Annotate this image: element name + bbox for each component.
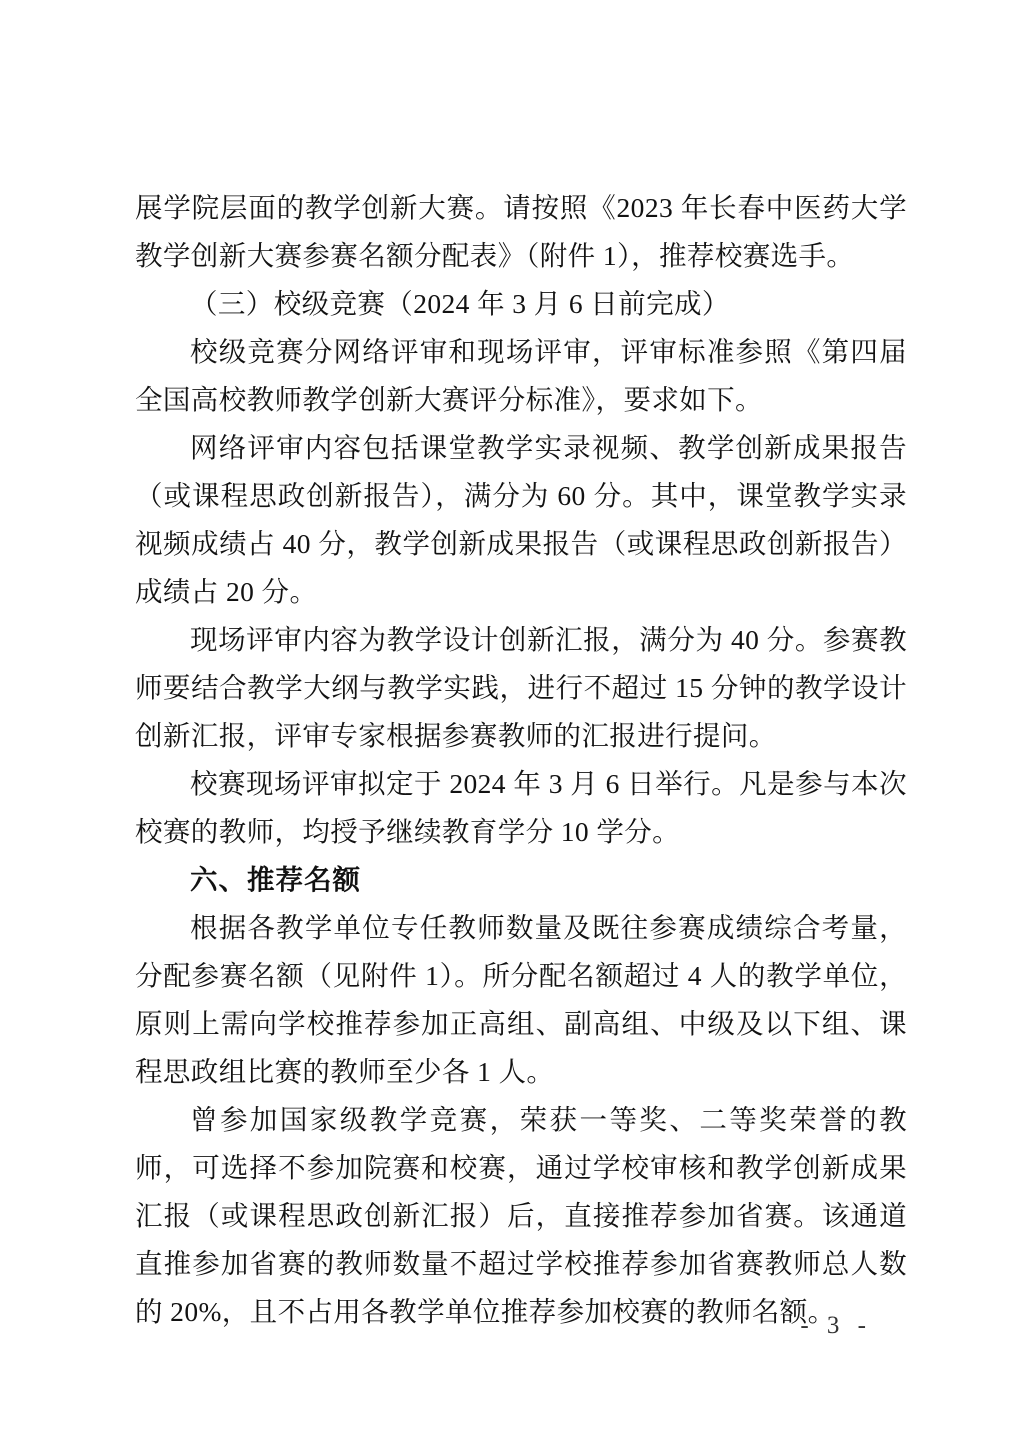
paragraph-quota-allocation: 根据各教学单位专任教师数量及既往参赛成绩综合考量，分配参赛名额（见附件 1）。所分配名额超过 4 人的教学单位，原则上需向学校推荐参加正高组、副高组、中级及以下组、课程思政组比赛的教师至少各 1 人。 bbox=[135, 912, 907, 1087]
paragraph-onsite-review: 现场评审内容为教学设计创新汇报，满分为 40 分。参赛教师要结合教学大纲与教学实践，进行不超过 15 分钟的教学设计创新汇报，评审专家根据参赛教师的汇报进行提问。 bbox=[135, 624, 907, 751]
section-heading-recommended-quota: 六、推荐名额 bbox=[190, 864, 361, 895]
paragraph-continuation: 展学院层面的教学创新大赛。请按照《2023 年长春中医药大学教学创新大赛参赛名额分配表》（附件 1），推荐校赛选手。 bbox=[135, 192, 907, 271]
page-number: - 3 - bbox=[800, 1312, 872, 1339]
paragraph-onsite-date-credits: 校赛现场评审拟定于 2024 年 3 月 6 日举行。凡是参与本次校赛的教师，均授予继续教育学分 10 学分。 bbox=[135, 768, 907, 847]
paragraph-online-review: 网络评审内容包括课堂教学实录视频、教学创新成果报告（或课程思政创新报告），满分为 60 分。其中，课堂教学实录视频成绩占 40 分，教学创新成果报告（或课程思政创新报告）成绩占 20 分。 bbox=[135, 432, 907, 607]
subheading-school-level-competition: （三）校级竞赛（2024 年 3 月 6 日前完成） bbox=[190, 288, 730, 319]
paragraph-national-award-direct-recommendation: 曾参加国家级教学竞赛，荣获一等奖、二等奖荣誉的教师，可选择不参加院赛和校赛，通过学校审核和教学创新成果汇报（或课程思政创新汇报）后，直接推荐参加省赛。该通道直推参加省赛的教师数量不超过学校推荐参加省赛教师总人数的 20%，且不占用各教学单位推荐参加校赛的教师名额。 bbox=[135, 1104, 907, 1327]
paragraph-review-standards: 校级竞赛分网络评审和现场评审，评审标准参照《第四届全国高校教师教学创新大赛评分标准》，要求如下。 bbox=[135, 336, 907, 415]
document-text-block bbox=[135, 184, 907, 1336]
